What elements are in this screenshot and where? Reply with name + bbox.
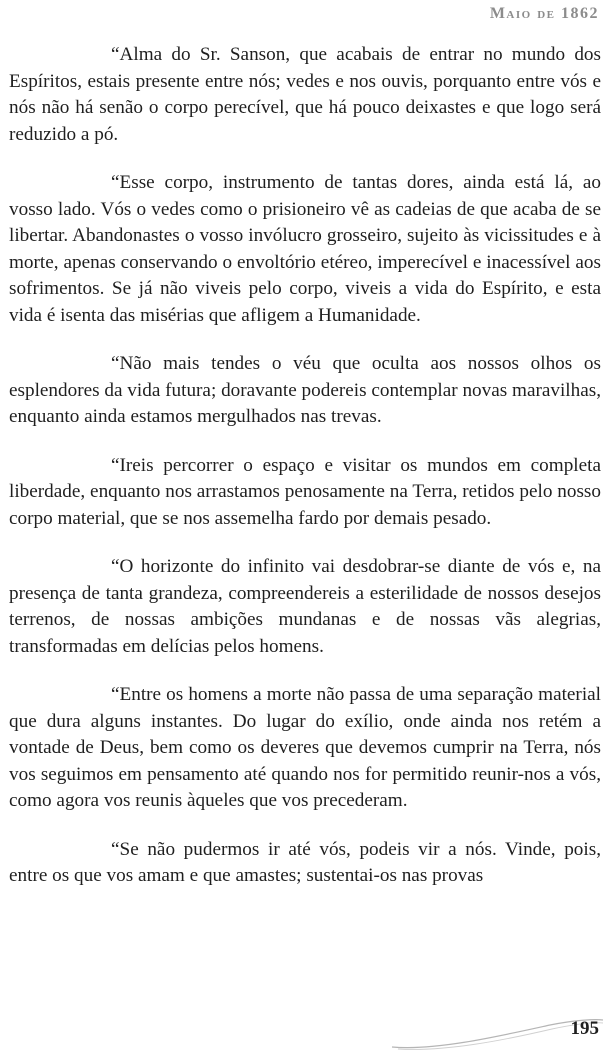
paragraph: “O horizonte do infinito vai desdobrar-se diante de vós e, na presença de tanta grandeza, compreendereis a esterilidade de nossos desejos terrenos, de nossas ambições mundanas e de nossas vãs alegrias, transformadas em delícias pelos homens. xyxy=(9,556,601,657)
page-number: 195 xyxy=(570,1018,599,1039)
running-header: Maio de 1862 xyxy=(489,5,599,22)
paragraph: “Esse corpo, instrumento de tantas dores, ainda está lá, ao vosso lado. Vós o vedes como o prisioneiro vê as cadeias de que acaba de se libertar. Abandonastes o vosso invólucro grosseiro, sujeito às vicissitudes e à morte, apenas conservando o envoltório etéreo, imperecível e inacessível aos sofrimentos. Se já não viveis pelo corpo, viveis a vida do Espírito, e esta vida é isenta das misérias que afligem a Humanidade. xyxy=(9,172,601,326)
paragraph: “Não mais tendes o véu que oculta aos nossos olhos os esplendores da vida futura; doravante podereis contemplar novas maravilhas, enquanto ainda estamos mergulhados nas trevas. xyxy=(9,353,601,427)
paragraph: “Alma do Sr. Sanson, que acabais de entrar no mundo dos Espíritos, estais presente entre nós; vedes e nos ouvis, porquanto entre vós e nós não há senão o corpo perecível, que há pouco deixastes e que logo será reduzido a pó. xyxy=(9,44,601,145)
paragraph: “Se não pudermos ir até vós, podeis vir a nós. Vinde, pois, entre os que vos amam e que amastes; sustentai-os nas provas xyxy=(9,838,601,886)
paragraph: “Entre os homens a morte não passa de uma separação material que dura alguns instantes. Do lugar do exílio, onde ainda nos retém a vontade de Deus, bem como os deveres que devemos cumprir na Terra, nós vos seguimos em pensamento até quando nos for permitido reunir-nos a vós, como agora vos reunis àqueles que vos precederam. xyxy=(9,684,601,811)
paragraph: “Ireis percorrer o espaço e visitar os mundos em completa liberdade, enquanto nos arrastamos penosamente na Terra, retidos pelo nosso corpo material, que se nos assemelha fardo por demais pesado. xyxy=(9,454,601,529)
body-text xyxy=(9,42,601,890)
